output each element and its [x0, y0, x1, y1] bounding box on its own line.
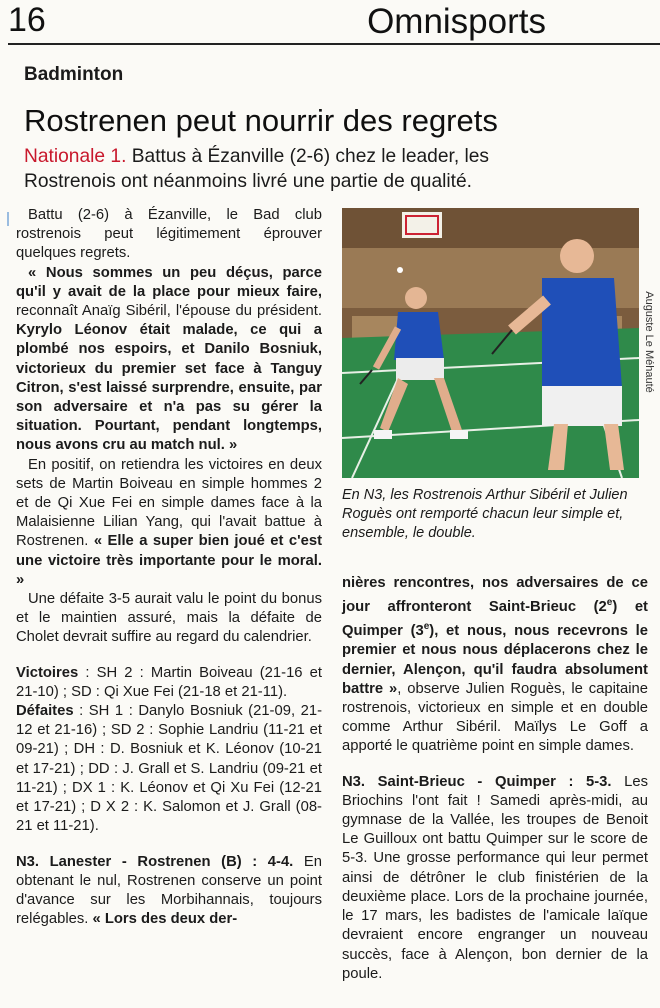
deck-text: Battus à Ézanville (2-6) chez le leader, les Rostrenois ont néanmoins livré une partie de qualité.	[24, 146, 490, 192]
right-column	[342, 574, 648, 984]
results-defaites: Défaites : SH 1 : Danylo Bosniuk (21-09, 21-12 et 21-16) ; SD 2 : Sophie Landriu (11-21 et 09-21) ; DH : D. Bosniuk et K. Léonov (10-21 et 17-21) ; DD : J. Grall et S. Landriu (09-21 et 11-21) ; DX 1 : K. Léonov et Qi Xu Fei (12-21 et 17-21) ; D X 2 : K. Salomon et J. Grall (08-21 et 11-21).	[16, 703, 322, 835]
left-column	[16, 206, 322, 929]
page-number: 16	[8, 1, 46, 39]
n3-saint-brieuc-paragraph: N3. Saint-Brieuc - Quimper : 5-3. Les Briochins l'ont fait ! Samedi après-midi, au gymnase de la Vallée, les troupes de Benoit Le Guilloux ont battu Quimper sur le score de 5-3. Une grosse performance qui leur permet ainsi de détrôner le club finistérien de la deuxième place. Lors de la prochaine journée, le 17 mars, les badistes de l'amicale laïque devraient encore engranger un nouveau succès, face à Alençon, bon dernier de la poule.	[342, 773, 648, 982]
n3-lanester-paragraph: N3. Lanester - Rostrenen (B) : 4-4. En obtenant le nul, Rostrenen conserve un point d'avance sur les Morbihannais, toujours relégables. « Lors des deux der-	[16, 853, 322, 928]
rubric: Badminton	[24, 64, 124, 85]
deck	[24, 144, 544, 194]
headline: Rostrenen peut nourrir des regrets	[24, 103, 498, 138]
paragraph: Une défaite 3-5 aurait valu le point du bonus et le maintien assuré, mais la défaite de Cholet devrait suffire au regard du calendrier.	[16, 591, 322, 646]
header-rule	[8, 43, 660, 45]
paragraph: En positif, on retiendra les victoires en deux sets de Martin Boiveau en simple hommes 2 et de Qi Xue Fei en simple dames face à la Malaisienne Lilian Yang, qui l'avait battue à Rostrenen. « Elle a super bien joué et c'est une victoire très importante pour le moral. »	[16, 456, 322, 588]
photo-credit: Auguste Le Méhauté	[643, 291, 655, 393]
deck-label: Nationale 1.	[24, 146, 127, 167]
results-victoires: Victoires : SH 2 : Martin Boiveau (21-16 et 21-10) ; SD : Qi Xue Fei (21-18 et 21-11).	[16, 664, 322, 700]
margin-mark	[6, 212, 10, 226]
badminton-players-illustration	[342, 208, 639, 478]
paragraph: nières rencontres, nos adversaires de ce jour affronteront Saint-Brieuc (2e) et Quimper (3e), et nous, nous recevrons le premier et nous nous déplacerons chez le dernier, Alençon, qu'il faudra absolument battre », observe Julien Roguès, le capitaine rostrenois, victorieux en simple et en double comme Arthur Sibéril. Maïlys Le Goff a apporté le quatrième point en simple dames.	[342, 575, 648, 755]
photo-caption: En N3, les Rostrenois Arthur Sibéril et Julien Roguès ont remporté chacun leur simple et, ensemble, le double.	[342, 487, 628, 541]
page-header	[0, 0, 660, 44]
paragraph: « Nous sommes un peu déçus, parce qu'il y avait de la place pour mieux faire, reconnaît Anaïg Sibéril, l'épouse du président. Kyrylo Léonov était malade, ce qui a plombé nos espoirs, et Danilo Bosniuk, victorieux du premier set face à Tanguy Citron, s'est laissé surprendre, ensuite, par son adversaire et n'a pas su gérer la situation. Pourtant, pendant longtemps, nous avons cru au match nul. »	[16, 264, 322, 454]
shuttlecock-icon	[397, 267, 403, 273]
paragraph: Battu (2-6) à Ézanville, le Bad club rostrenois peut légitimement éprouver quelques regrets.	[16, 207, 322, 262]
badminton-photo	[342, 208, 639, 478]
section-title: Omnisports	[367, 2, 546, 41]
